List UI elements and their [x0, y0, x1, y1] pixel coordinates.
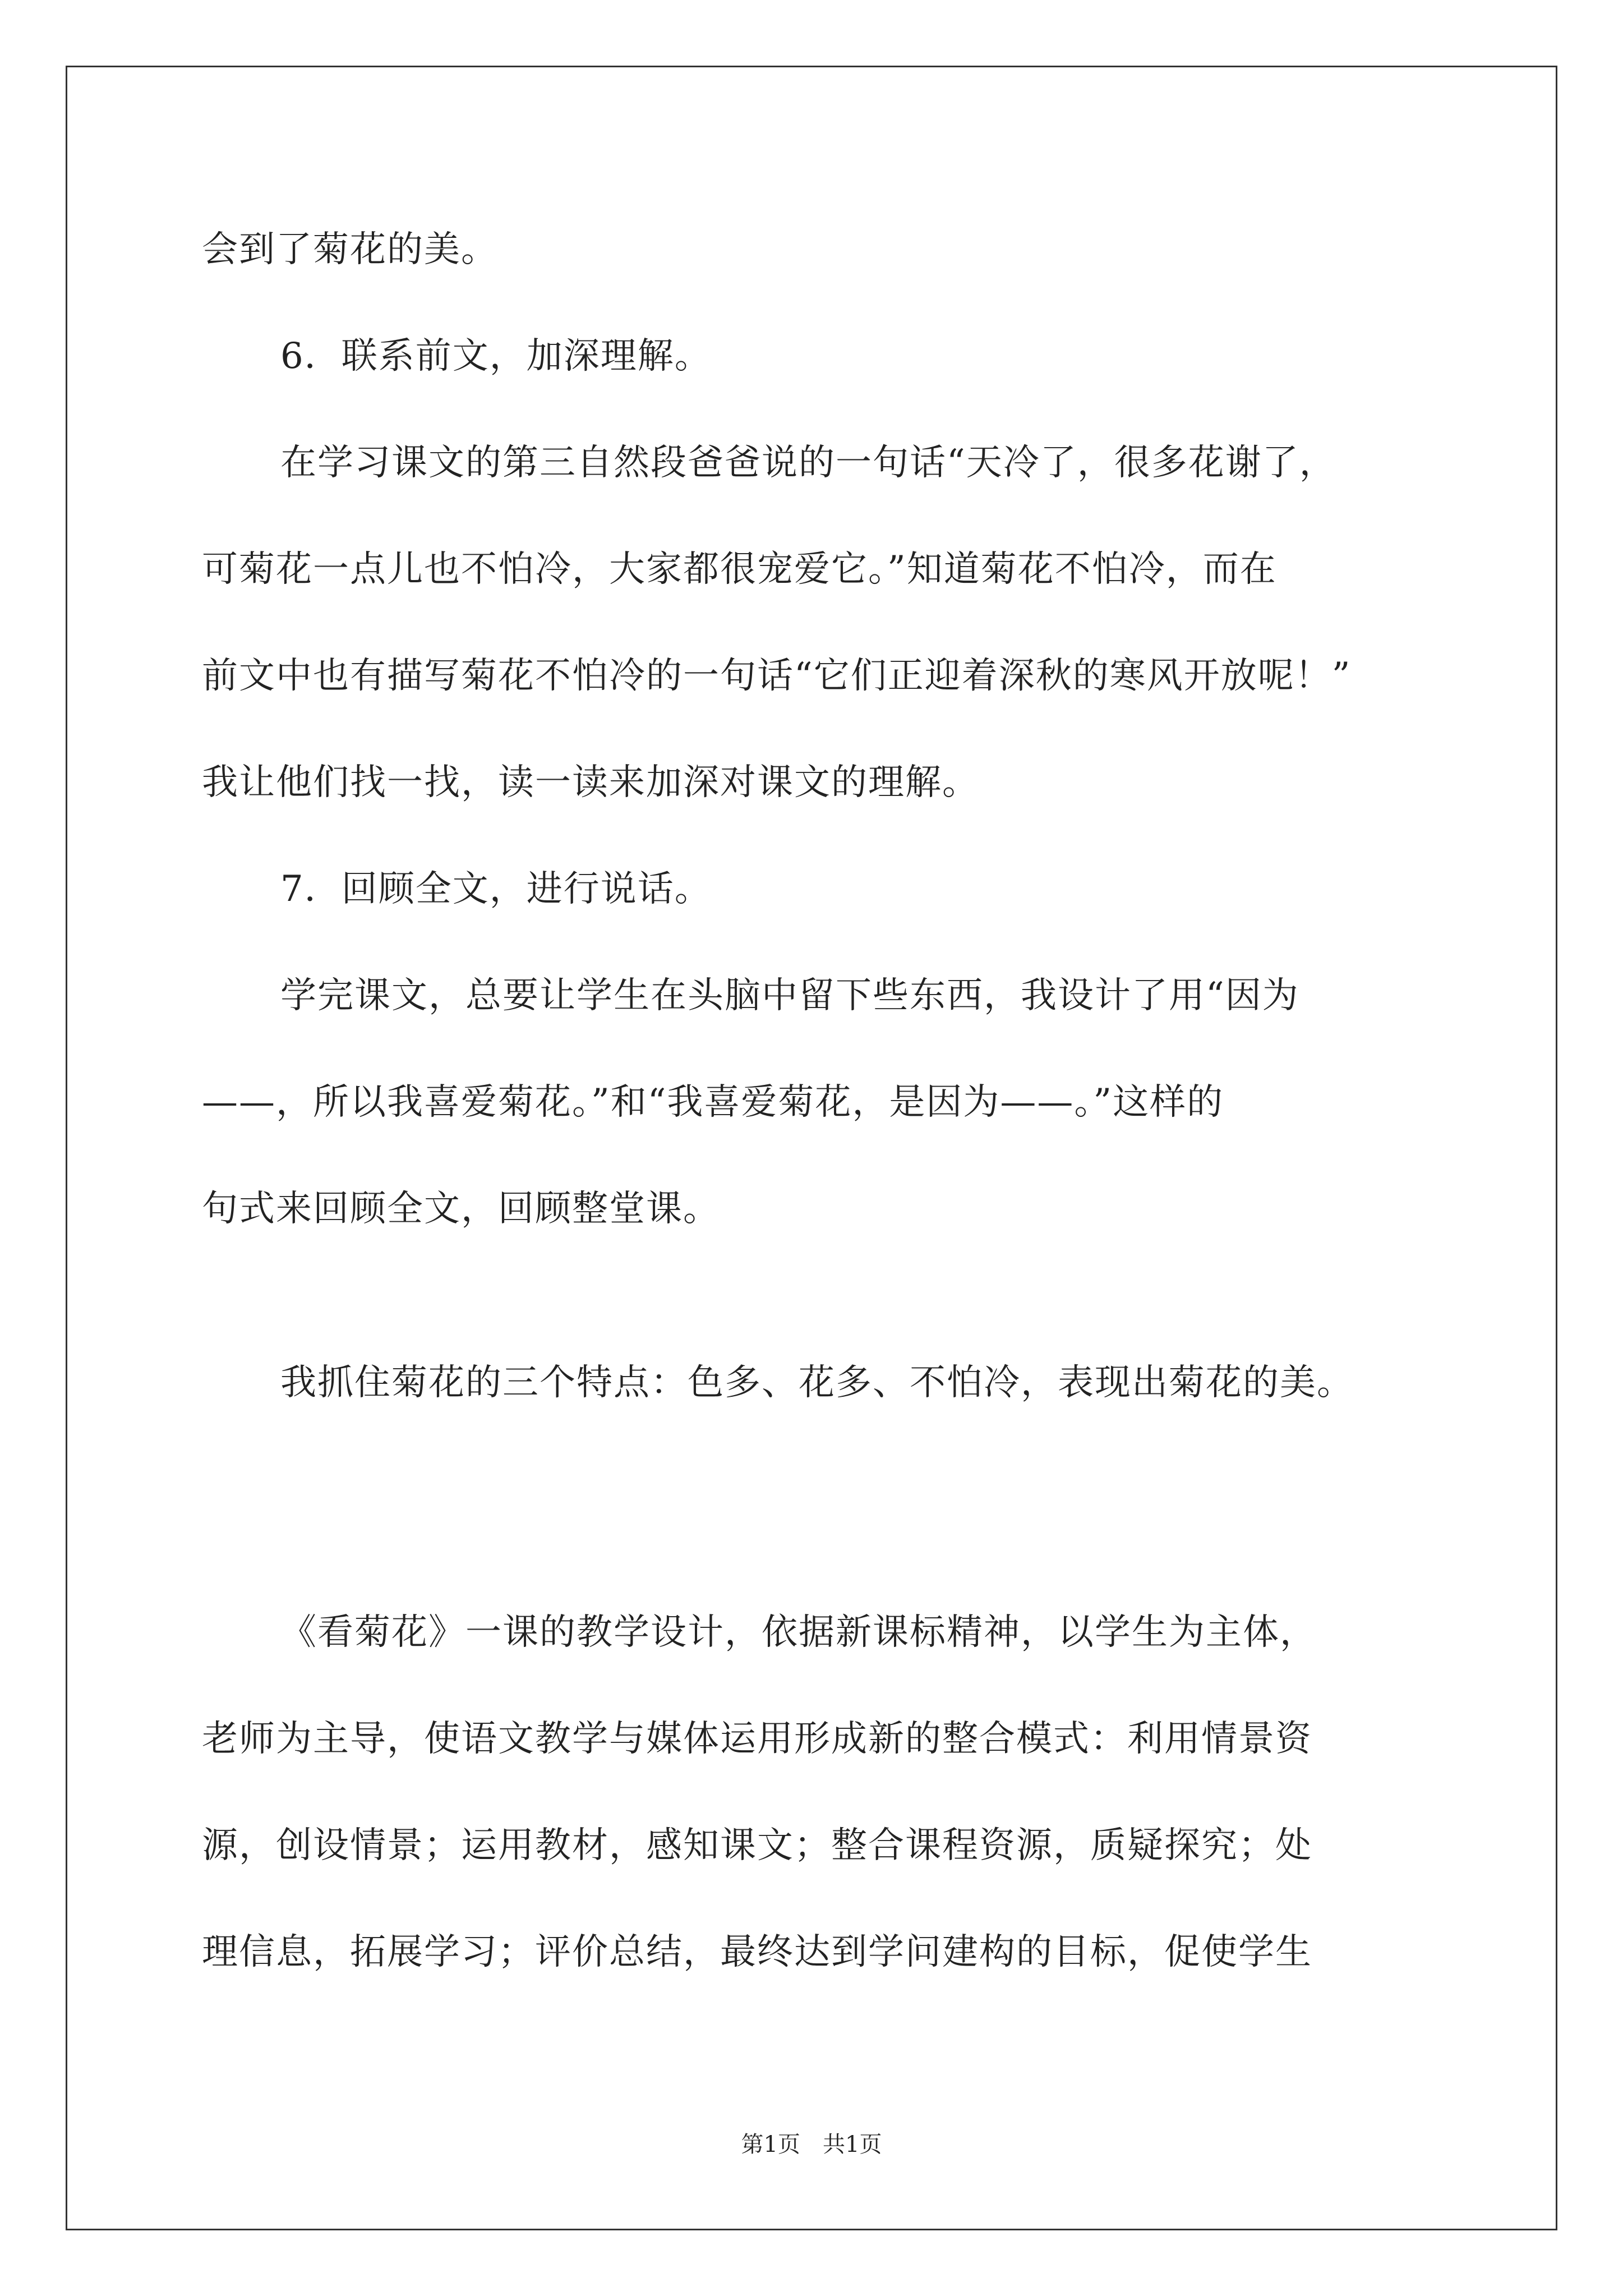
text-line-2: 6．联系前文，加深理解。 [280, 335, 712, 377]
text-line-6: 我让他们找一找，读一读来加深对课文的理解。 [202, 762, 979, 803]
text-line-3: 在学习课文的第三自然段爸爸说的一句话“天冷了，很多花谢了， [280, 442, 1336, 484]
text-line-4: 可菊花一点儿也不怕冷，大家都很宠爱它。”知道菊花不怕冷，而在 [202, 549, 1277, 590]
text-line-12: 《看菊花》一课的教学设计，依据新课标精神，以学生为主体， [280, 1612, 1317, 1653]
text-line-15: 理信息，拓展学习；评价总结，最终达到学问建构的目标，促使学生 [202, 1931, 1312, 1973]
text-line-1: 会到了菊花的美。 [202, 229, 498, 270]
text-line-13: 老师为主导，使语文教学与媒体运用形成新的整合模式：利用情景资 [202, 1718, 1312, 1760]
text-line-11: 我抓住菊花的三个特点：色多、花多、不怕冷，表现出菊花的美。 [280, 1362, 1354, 1404]
page-border [66, 66, 1557, 2230]
text-line-9: ——，所以我喜爱菊花。”和“我喜爱菊花，是因为——。”这样的 [202, 1082, 1224, 1123]
text-line-8: 学完课文，总要让学生在头脑中留下些东西，我设计了用“因为 [280, 975, 1299, 1016]
page-footer: 第1页 共1页 [741, 2132, 882, 2157]
text-line-5: 前文中也有描写菊花不怕冷的一句话“它们正迎着深秋的寒风开放呢！” [202, 655, 1352, 697]
text-line-7: 7．回顾全文，进行说话。 [280, 868, 712, 910]
text-line-10: 句式来回顾全文，回顾整堂课。 [202, 1188, 720, 1230]
text-line-14: 源，创设情景；运用教材，感知课文；整合课程资源，质疑探究；处 [202, 1825, 1312, 1866]
